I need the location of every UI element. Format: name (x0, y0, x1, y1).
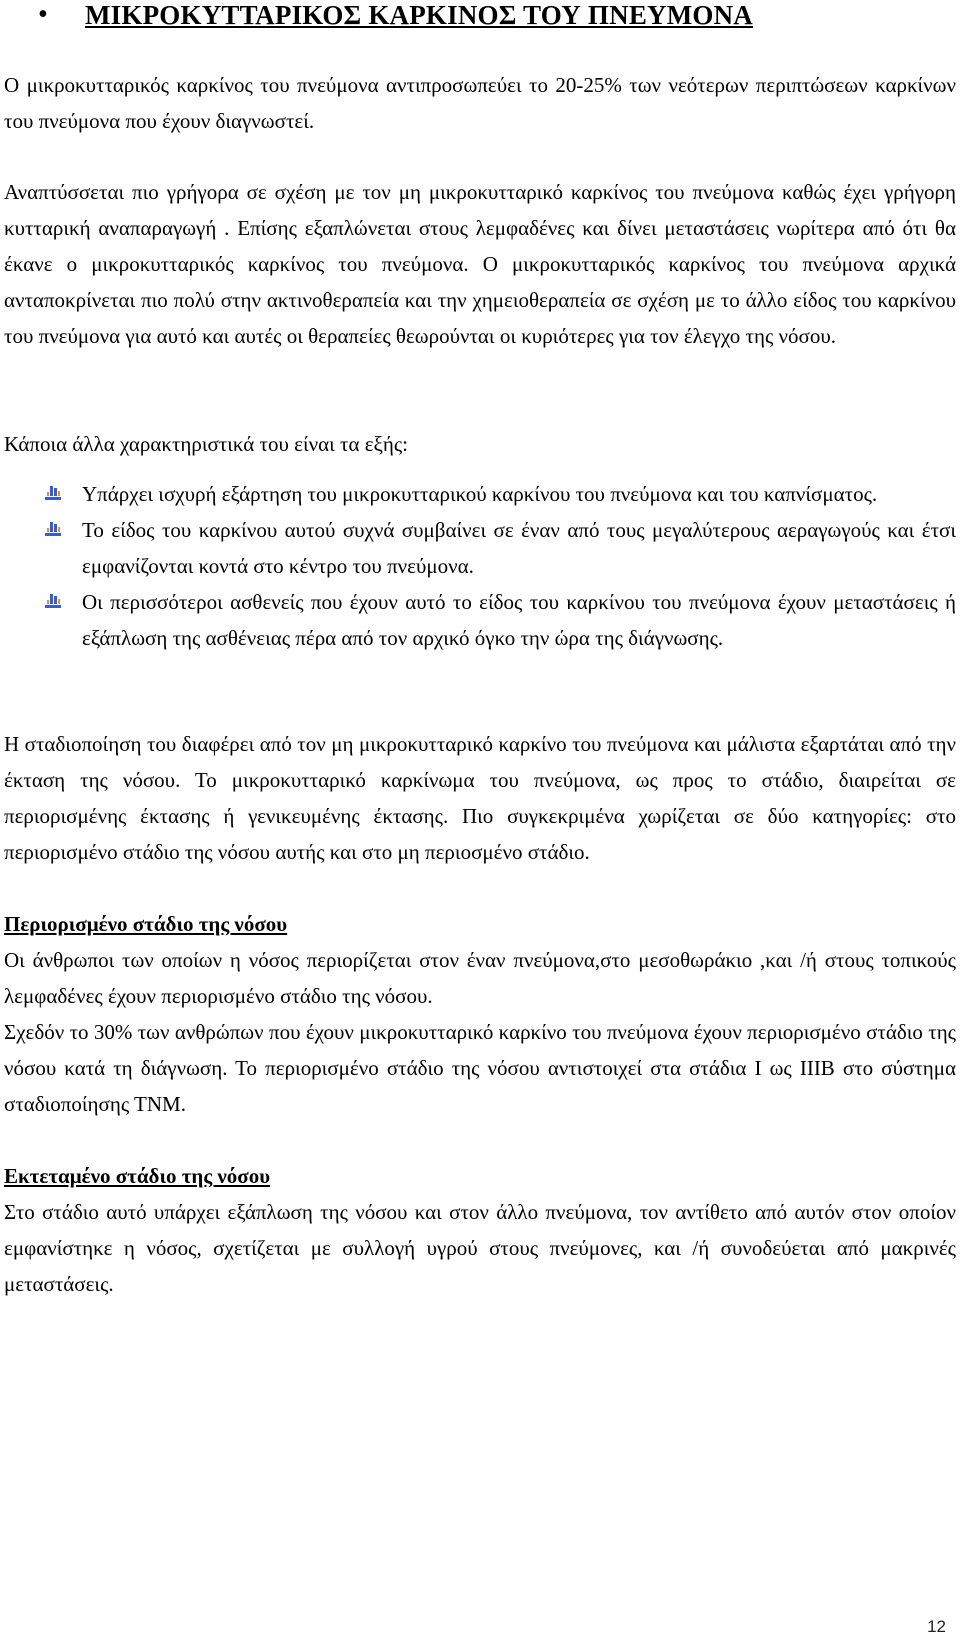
growth-paragraph: Αναπτύσσεται πιο γρήγορα σε σχέση με τον μη μικροκυτταρικό καρκίνος του πνεύμονα καθώς έχει γρήγορη κυτταρική αναπαραγωγή . Επίσης εξαπλώνεται στους λεμφαδένες και δίνει μεταστάσεις νωρίτερα από ότι θα έκανε ο μικροκυτταρικός καρκίνος του πνεύμονα. Ο μικροκυτταρικός καρκίνος του πνεύμονα αρχικά ανταποκρίνεται πιο πολύ στην ακτινοθεραπεία και την χημειοθεραπεία σε σχέση με το άλλο είδος του καρκίνου του πνεύμονα για αυτό και αυτές οι θεραπείες θεωρούνται οι κυριότερες για τον έλεγχο της νόσου. (4, 180, 956, 348)
page-number: 12 (927, 1617, 946, 1636)
feature-text: Οι περισσότεροι ασθενείς που έχουν αυτό το είδος του καρκίνου του πνεύμονα έχουν μεταστάσεις ή εξάπλωση της ασθένειας πέρα από τον αρχικό όγκο την ώρα της διάγνωσης. (82, 590, 956, 650)
list-item (4, 512, 956, 584)
feature-text: Το είδος του καρκίνου αυτού συχνά συμβαίνει σε έναν από τους μεγαλύτερους αεραγωγούς και έτσι εμφανίζονται κοντά στο κέντρο του πνεύμονα. (82, 518, 956, 578)
features-intro: Κάποια άλλα χαρακτηριστικά του είναι τα εξής: (4, 432, 409, 456)
extensive-stage-heading: Εκτεταμένο στάδιο της νόσου (4, 1164, 271, 1188)
limited-stage-text-1: Οι άνθρωποι των οποίων η νόσος περιορίζεται στον έναν πνεύμονα,στο μεσοθωράκιο ,και /ή στους τοπικούς λεμφαδένες έχουν περιορισμένο στάδιο της νόσου. (4, 948, 956, 1008)
arrow-bullet-icon (44, 485, 64, 503)
limited-stage-heading: Περιορισμένο στάδιο της νόσου (4, 912, 288, 936)
staging-paragraph: Η σταδιοποίηση του διαφέρει από τον μη μικροκυτταρικό καρκίνο του πνεύμονα και μάλιστα εξαρτάται από την έκταση της νόσου. Το μικροκυτταρικό καρκίνωμα του πνεύμονα, ως προς το στάδιο, διαιρείται σε περιορισμένης έκτασης ή γενικευμένης έκτασης. Πιο συγκεκριμένα χωρίζεται σε δύο κατηγορίες: στο περιορισμένο στάδιο της νόσου αυτής και στο μη περιοσμένο στάδιο. (4, 732, 956, 864)
title-row (4, 0, 956, 34)
extensive-stage-text: Στο στάδιο αυτό υπάρχει εξάπλωση της νόσου και στον άλλο πνεύμονα, τον αντίθετο από αυτόν στον οποίον εμφανίστηκε η νόσος, σχετίζεται με συλλογή υγρού στους πνεύμονες, και /ή συνοδεύεται από μακρινές μεταστάσεις. (4, 1200, 956, 1296)
document-page (4, 0, 956, 1302)
arrow-bullet-icon (44, 593, 64, 611)
intro-paragraph: Ο μικροκυτταρικός καρκίνος του πνεύμονα αντιπροσωπεύει το 20-25% των νεότερων περιπτώσεων καρκίνων του πνεύμονα που έχουν διαγνωστεί. (4, 73, 956, 133)
features-list (4, 476, 956, 656)
list-item (4, 476, 956, 512)
limited-stage-text-2: Σχεδόν το 30% των ανθρώπων που έχουν μικροκυτταρικό καρκίνο του πνεύμονα έχουν περιορισμένο στάδιο της νόσου κατά τη διάγνωση. Το περιορισμένο στάδιο της νόσου αντιστοιχεί στα στάδια Ι ως ΙΙΙΒ στο σύστημα σταδιοποίησης ΤΝΜ. (4, 1020, 956, 1116)
arrow-bullet-icon (44, 521, 64, 539)
list-item (4, 584, 956, 656)
feature-text: Υπάρχει ισχυρή εξάρτηση του μικροκυτταρικού καρκίνου του πνεύμονα και του καπνίσματος. (82, 482, 878, 506)
title-bullet: • (38, 0, 48, 30)
page-title: ΜΙΚΡΟΚΥΤΤΑΡΙΚΟΣ ΚΑΡΚΙΝΟΣ ΤΟΥ ΠΝΕΥΜΟΝΑ (85, 0, 754, 30)
